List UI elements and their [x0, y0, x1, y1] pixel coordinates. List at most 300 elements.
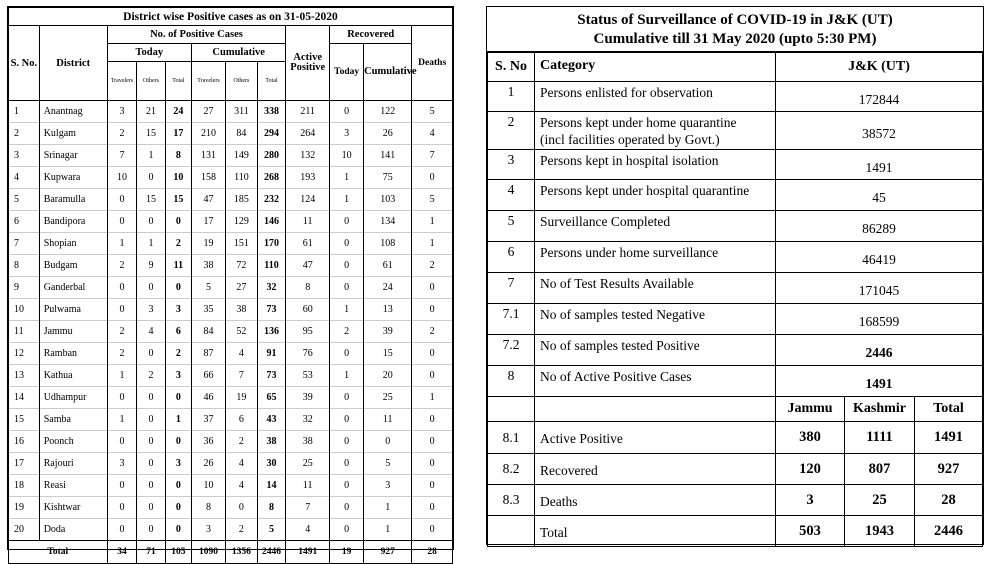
header-cum-total: Total — [257, 62, 286, 101]
cell-cum-others: 4 — [226, 343, 258, 365]
cell-rec-today: 0 — [330, 101, 364, 123]
surv-sno: 5 — [488, 211, 535, 242]
cell-cum-others: 0 — [226, 497, 258, 519]
surv-category-text: Persons kept under home quarantine — [540, 115, 737, 130]
cell-rec-cumulative: 1 — [364, 497, 412, 519]
header-cumulative: Cumulative — [192, 44, 286, 62]
cell-rec-today: 0 — [330, 233, 364, 255]
cell-today-travelers: 2 — [107, 255, 137, 277]
cell-deaths: 0 — [412, 343, 453, 365]
cell-rec-cumulative: 15 — [364, 343, 412, 365]
surv-sno: 6 — [488, 242, 535, 273]
cell-deaths: 5 — [412, 189, 453, 211]
cell-cum-total: 38 — [257, 431, 286, 453]
cell-deaths: 0 — [412, 475, 453, 497]
cell-rec-cumulative: 25 — [364, 387, 412, 409]
cell-cum-others: 4 — [226, 475, 258, 497]
region-value-total: 927 — [915, 454, 983, 485]
surv-value: 1491 — [776, 366, 983, 397]
district-row — [9, 475, 453, 497]
region-sno: 8.2 — [488, 454, 535, 485]
region-row — [488, 454, 983, 485]
header-sno: S. No. — [9, 26, 40, 101]
region-row — [488, 422, 983, 454]
total-cum-travelers: 1090 — [192, 541, 226, 564]
cell-cum-travelers: 36 — [192, 431, 226, 453]
total-rec-today: 19 — [330, 541, 364, 564]
cell-rec-cumulative: 122 — [364, 101, 412, 123]
cell-cum-travelers: 17 — [192, 211, 226, 233]
surv-sno: 7.1 — [488, 304, 535, 335]
cell-deaths: 4 — [412, 123, 453, 145]
cell-today-others: 0 — [137, 519, 166, 541]
cell-today-total: 1 — [165, 409, 191, 431]
cell-district: Kupwara — [39, 167, 107, 189]
district-row — [9, 387, 453, 409]
cell-cum-travelers: 19 — [192, 233, 226, 255]
surv-value: 86289 — [776, 211, 983, 242]
cell-active-positive: 95 — [286, 321, 330, 343]
cell-deaths: 0 — [412, 167, 453, 189]
cell-cum-total: 32 — [257, 277, 286, 299]
region-header-jammu: Jammu — [776, 397, 845, 422]
cell-cum-total: 73 — [257, 299, 286, 321]
cell-cum-total: 5 — [257, 519, 286, 541]
district-row — [9, 101, 453, 123]
cell-cum-others: 7 — [226, 365, 258, 387]
region-category: Recovered — [535, 454, 776, 485]
cell-cum-total: 268 — [257, 167, 286, 189]
district-row — [9, 189, 453, 211]
cell-today-others: 0 — [137, 343, 166, 365]
cell-today-travelers: 1 — [107, 409, 137, 431]
surv-sno: 2 — [488, 112, 535, 150]
cell-today-total: 6 — [165, 321, 191, 343]
cell-cum-total: 14 — [257, 475, 286, 497]
cell-district: Anantnag — [39, 101, 107, 123]
district-row — [9, 277, 453, 299]
region-row — [488, 485, 983, 516]
surv-category-text: Persons kept under hospital quarantine — [540, 183, 750, 198]
total-deaths: 28 — [412, 541, 453, 564]
cell-cum-others: 52 — [226, 321, 258, 343]
cell-district: Pulwama — [39, 299, 107, 321]
cell-sno: 3 — [9, 145, 40, 167]
cell-cum-others: 185 — [226, 189, 258, 211]
cell-cum-total: 30 — [257, 453, 286, 475]
cell-cum-total: 136 — [257, 321, 286, 343]
cell-district: Ramban — [39, 343, 107, 365]
surv-category — [535, 273, 776, 304]
cell-today-others: 0 — [137, 453, 166, 475]
header-recovered: Recovered — [330, 26, 412, 44]
header-district: District — [39, 26, 107, 101]
cell-sno: 19 — [9, 497, 40, 519]
cell-district: Baramulla — [39, 189, 107, 211]
cell-rec-today: 0 — [330, 387, 364, 409]
cell-district: Kishtwar — [39, 497, 107, 519]
surveillance-row — [488, 366, 983, 397]
surv-category-text: Surveillance Completed — [540, 214, 671, 229]
cell-cum-others: 2 — [226, 431, 258, 453]
region-value-total: 28 — [915, 485, 983, 516]
cell-cum-travelers: 66 — [192, 365, 226, 387]
surv-value: 46419 — [776, 242, 983, 273]
surv-category-subtext: (incl facilities operated by Govt.) — [540, 132, 720, 147]
cell-rec-today: 0 — [330, 409, 364, 431]
cell-cum-travelers: 158 — [192, 167, 226, 189]
surv-value: 172844 — [776, 82, 983, 112]
surv-header-category: Category — [535, 53, 776, 82]
cell-rec-cumulative: 5 — [364, 453, 412, 475]
cell-cum-total: 65 — [257, 387, 286, 409]
cell-rec-cumulative: 0 — [364, 431, 412, 453]
cell-rec-today: 10 — [330, 145, 364, 167]
surveillance-row — [488, 242, 983, 273]
cell-today-others: 21 — [137, 101, 166, 123]
cell-deaths: 7 — [412, 145, 453, 167]
district-row — [9, 167, 453, 189]
region-value-kashmir: 807 — [845, 454, 915, 485]
surveillance-row — [488, 211, 983, 242]
cell-today-travelers: 3 — [107, 453, 137, 475]
cell-today-travelers: 1 — [107, 233, 137, 255]
surveillance-row — [488, 273, 983, 304]
region-value-jammu: 503 — [776, 516, 845, 547]
cell-cum-travelers: 5 — [192, 277, 226, 299]
cell-district: Bandipora — [39, 211, 107, 233]
surveillance-title-line2: Cumulative till 31 May 2020 (upto 5:30 PM) — [593, 31, 877, 47]
cell-cum-others: 27 — [226, 277, 258, 299]
cell-sno: 9 — [9, 277, 40, 299]
header-cum-others: Others — [226, 62, 258, 101]
cell-deaths: 5 — [412, 101, 453, 123]
surveillance-title — [487, 7, 983, 52]
header-today-others: Others — [137, 62, 166, 101]
cell-deaths: 1 — [412, 233, 453, 255]
cell-today-travelers: 7 — [107, 145, 137, 167]
cell-rec-cumulative: 11 — [364, 409, 412, 431]
surv-category — [535, 112, 776, 150]
cell-deaths: 0 — [412, 365, 453, 387]
surveillance-row — [488, 304, 983, 335]
cell-rec-today: 1 — [330, 167, 364, 189]
cell-cum-others: 110 — [226, 167, 258, 189]
surv-category-text: No of samples tested Positive — [540, 338, 700, 353]
cell-cum-others: 311 — [226, 101, 258, 123]
region-category: Deaths — [535, 485, 776, 516]
cell-deaths: 0 — [412, 519, 453, 541]
cell-sno: 13 — [9, 365, 40, 387]
district-row — [9, 145, 453, 167]
cell-active-positive: 76 — [286, 343, 330, 365]
surveillance-row — [488, 82, 983, 112]
cell-district: Rajouri — [39, 453, 107, 475]
cell-today-total: 0 — [165, 475, 191, 497]
cell-rec-cumulative: 26 — [364, 123, 412, 145]
district-row — [9, 365, 453, 387]
cell-active-positive: 11 — [286, 475, 330, 497]
cell-today-others: 1 — [137, 233, 166, 255]
surveillance-table — [487, 52, 983, 547]
cell-cum-total: 338 — [257, 101, 286, 123]
cell-cum-total: 73 — [257, 365, 286, 387]
region-row — [488, 516, 983, 547]
district-row — [9, 453, 453, 475]
cell-active-positive: 38 — [286, 431, 330, 453]
cell-cum-travelers: 46 — [192, 387, 226, 409]
cell-today-others: 0 — [137, 167, 166, 189]
cell-today-others: 15 — [137, 189, 166, 211]
cell-cum-travelers: 8 — [192, 497, 226, 519]
cell-active-positive: 11 — [286, 211, 330, 233]
cell-rec-cumulative: 20 — [364, 365, 412, 387]
header-positive-cases: No. of Positive Cases — [107, 26, 286, 44]
cell-today-total: 0 — [165, 497, 191, 519]
cell-rec-today: 3 — [330, 123, 364, 145]
cell-cum-total: 232 — [257, 189, 286, 211]
header-rec-cumulative: Cumulative — [364, 44, 412, 101]
cell-cum-total: 146 — [257, 211, 286, 233]
cell-sno: 20 — [9, 519, 40, 541]
cell-active-positive: 47 — [286, 255, 330, 277]
cell-cum-others: 149 — [226, 145, 258, 167]
cell-active-positive: 32 — [286, 409, 330, 431]
cell-rec-cumulative: 141 — [364, 145, 412, 167]
district-table-title: District wise Positive cases as on 31-05-2020 — [9, 8, 453, 26]
surv-category-text: Persons kept in hospital isolation — [540, 153, 719, 168]
cell-today-total: 15 — [165, 189, 191, 211]
cell-sno: 12 — [9, 343, 40, 365]
surveillance-panel — [486, 6, 984, 545]
surv-value: 171045 — [776, 273, 983, 304]
cell-cum-others: 6 — [226, 409, 258, 431]
surv-sno: 3 — [488, 150, 535, 180]
region-value-total: 1491 — [915, 422, 983, 454]
cell-rec-cumulative: 108 — [364, 233, 412, 255]
cell-cum-others: 19 — [226, 387, 258, 409]
cell-today-total: 0 — [165, 519, 191, 541]
cell-cum-others: 72 — [226, 255, 258, 277]
district-row — [9, 299, 453, 321]
cell-rec-today: 0 — [330, 431, 364, 453]
header-today-total: Total — [165, 62, 191, 101]
region-value-total: 2446 — [915, 516, 983, 547]
cell-district: Kulgam — [39, 123, 107, 145]
region-header-row — [488, 397, 983, 422]
region-sno — [488, 516, 535, 547]
district-total-row — [9, 541, 453, 564]
cell-cum-total: 43 — [257, 409, 286, 431]
cell-cum-travelers: 47 — [192, 189, 226, 211]
cell-today-travelers: 2 — [107, 123, 137, 145]
region-header-blank — [535, 397, 776, 422]
cell-cum-travelers: 84 — [192, 321, 226, 343]
region-header-blank — [488, 397, 535, 422]
cell-cum-total: 280 — [257, 145, 286, 167]
cell-rec-cumulative: 3 — [364, 475, 412, 497]
cell-district: Kathua — [39, 365, 107, 387]
cell-cum-others: 38 — [226, 299, 258, 321]
surv-value: 38572 — [776, 112, 983, 150]
cell-cum-travelers: 210 — [192, 123, 226, 145]
cell-cum-total: 294 — [257, 123, 286, 145]
cell-today-others: 1 — [137, 145, 166, 167]
cell-today-total: 24 — [165, 101, 191, 123]
cell-today-others: 9 — [137, 255, 166, 277]
cell-today-others: 0 — [137, 387, 166, 409]
cell-today-total: 10 — [165, 167, 191, 189]
total-cum-total: 2446 — [257, 541, 286, 564]
surveillance-row — [488, 335, 983, 366]
cell-active-positive: 264 — [286, 123, 330, 145]
cell-today-total: 3 — [165, 365, 191, 387]
cell-sno: 10 — [9, 299, 40, 321]
cell-rec-today: 1 — [330, 189, 364, 211]
cell-rec-cumulative: 61 — [364, 255, 412, 277]
total-cum-others: 1356 — [226, 541, 258, 564]
cell-rec-today: 0 — [330, 277, 364, 299]
cell-cum-travelers: 3 — [192, 519, 226, 541]
region-value-kashmir: 1111 — [845, 422, 915, 454]
cell-today-others: 0 — [137, 431, 166, 453]
surv-category-text: No of samples tested Negative — [540, 307, 705, 322]
district-row — [9, 497, 453, 519]
cell-active-positive: 61 — [286, 233, 330, 255]
district-table — [8, 7, 453, 564]
cell-sno: 4 — [9, 167, 40, 189]
surv-category — [535, 242, 776, 273]
surv-header-region: J&K (UT) — [776, 53, 983, 82]
total-active-positive: 1491 — [286, 541, 330, 564]
header-today-travelers: Travelers — [107, 62, 137, 101]
cell-sno: 2 — [9, 123, 40, 145]
header-rec-today: Today — [330, 44, 364, 101]
district-row — [9, 321, 453, 343]
cell-today-travelers: 3 — [107, 101, 137, 123]
district-row — [9, 123, 453, 145]
region-sno: 8.3 — [488, 485, 535, 516]
surv-sno: 7 — [488, 273, 535, 304]
cell-rec-today: 0 — [330, 255, 364, 277]
region-header-total: Total — [915, 397, 983, 422]
cell-cum-travelers: 131 — [192, 145, 226, 167]
surv-category — [535, 211, 776, 242]
surv-header-sno: S. No — [488, 53, 535, 82]
cell-district: Doda — [39, 519, 107, 541]
cell-cum-others: 4 — [226, 453, 258, 475]
surveillance-row — [488, 150, 983, 180]
cell-cum-total: 110 — [257, 255, 286, 277]
region-value-jammu: 380 — [776, 422, 845, 454]
surv-sno: 7.2 — [488, 335, 535, 366]
cell-rec-cumulative: 39 — [364, 321, 412, 343]
region-category: Active Positive — [535, 422, 776, 454]
region-value-jammu: 3 — [776, 485, 845, 516]
cell-deaths: 2 — [412, 255, 453, 277]
cell-today-total: 2 — [165, 233, 191, 255]
cell-district: Samba — [39, 409, 107, 431]
region-value-kashmir: 1943 — [845, 516, 915, 547]
cell-today-others: 3 — [137, 299, 166, 321]
cell-cum-total: 8 — [257, 497, 286, 519]
cell-sno: 7 — [9, 233, 40, 255]
cell-sno: 1 — [9, 101, 40, 123]
cell-today-travelers: 1 — [107, 365, 137, 387]
total-rec-cumulative: 927 — [364, 541, 412, 564]
district-row — [9, 211, 453, 233]
cell-district: Jammu — [39, 321, 107, 343]
cell-cum-others: 84 — [226, 123, 258, 145]
surveillance-row — [488, 112, 983, 150]
cell-rec-cumulative: 134 — [364, 211, 412, 233]
cell-today-others: 15 — [137, 123, 166, 145]
district-row — [9, 431, 453, 453]
cell-today-total: 0 — [165, 387, 191, 409]
surv-sno: 8 — [488, 366, 535, 397]
cell-rec-today: 0 — [330, 475, 364, 497]
cell-rec-today: 0 — [330, 497, 364, 519]
cell-rec-today: 0 — [330, 453, 364, 475]
cell-cum-travelers: 35 — [192, 299, 226, 321]
cell-active-positive: 39 — [286, 387, 330, 409]
cell-sno: 6 — [9, 211, 40, 233]
surveillance-title-line1: Status of Surveillance of COVID-19 in J&K (UT) — [577, 12, 893, 28]
district-row — [9, 343, 453, 365]
cell-cum-travelers: 38 — [192, 255, 226, 277]
cell-cum-total: 91 — [257, 343, 286, 365]
cell-today-total: 17 — [165, 123, 191, 145]
cell-today-total: 2 — [165, 343, 191, 365]
region-category: Total — [535, 516, 776, 547]
surv-category — [535, 335, 776, 366]
cell-today-travelers: 0 — [107, 475, 137, 497]
cell-deaths: 0 — [412, 453, 453, 475]
total-label: Total — [9, 541, 108, 564]
cell-district: Shopian — [39, 233, 107, 255]
cell-today-travelers: 0 — [107, 189, 137, 211]
cell-deaths: 0 — [412, 431, 453, 453]
cell-active-positive: 132 — [286, 145, 330, 167]
cell-active-positive: 4 — [286, 519, 330, 541]
surv-value: 2446 — [776, 335, 983, 366]
cell-sno: 17 — [9, 453, 40, 475]
cell-district: Reasi — [39, 475, 107, 497]
surv-category — [535, 180, 776, 211]
cell-district: Ganderbal — [39, 277, 107, 299]
cell-active-positive: 8 — [286, 277, 330, 299]
cell-sno: 5 — [9, 189, 40, 211]
cell-deaths: 1 — [412, 387, 453, 409]
cell-today-total: 3 — [165, 299, 191, 321]
cell-active-positive: 7 — [286, 497, 330, 519]
cell-today-total: 11 — [165, 255, 191, 277]
cell-district: Srinagar — [39, 145, 107, 167]
surv-category-text: Persons under home surveillance — [540, 245, 719, 260]
cell-cum-travelers: 26 — [192, 453, 226, 475]
cell-active-positive: 211 — [286, 101, 330, 123]
surv-value: 1491 — [776, 150, 983, 180]
cell-today-total: 8 — [165, 145, 191, 167]
cell-cum-others: 151 — [226, 233, 258, 255]
district-row — [9, 409, 453, 431]
cell-today-travelers: 0 — [107, 497, 137, 519]
cell-today-total: 0 — [165, 277, 191, 299]
cell-rec-cumulative: 24 — [364, 277, 412, 299]
cell-district: Udhampur — [39, 387, 107, 409]
district-table-panel — [7, 6, 454, 557]
region-header-kashmir: Kashmir — [845, 397, 915, 422]
